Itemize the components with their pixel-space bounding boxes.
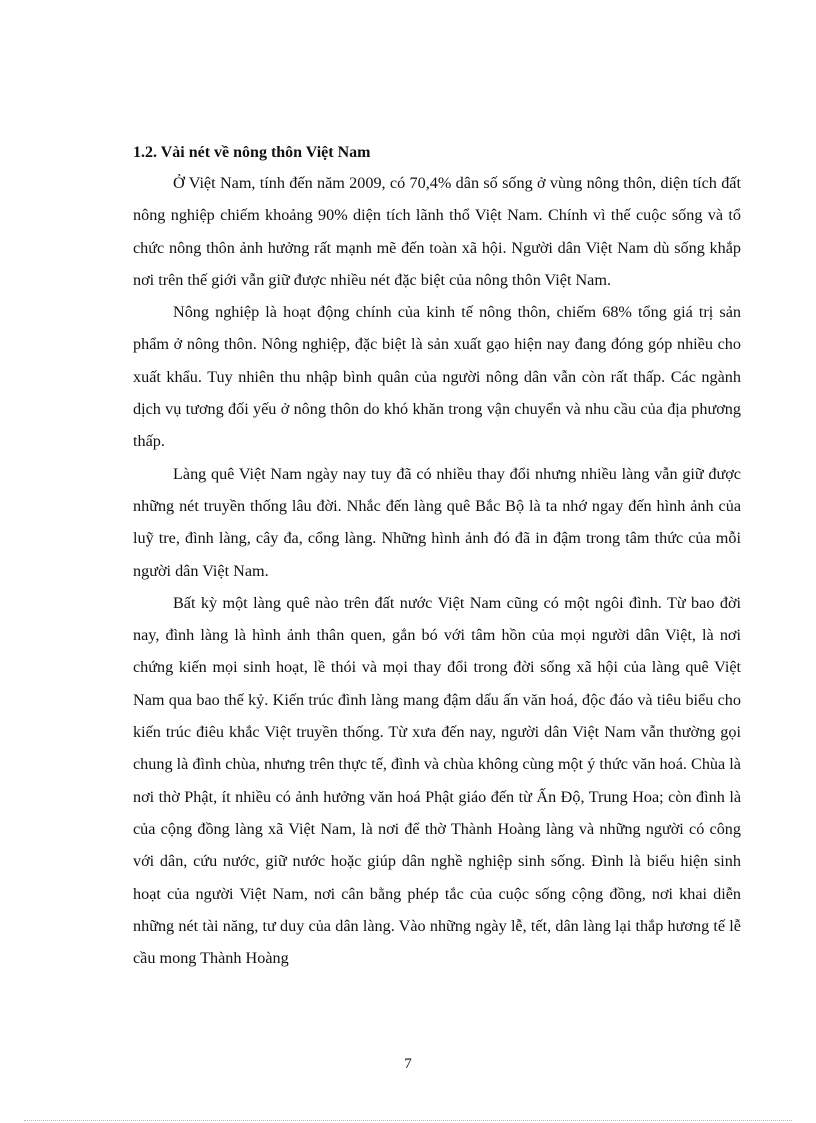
- page-bottom-divider: [24, 1120, 792, 1121]
- section-heading: 1.2. Vài nét về nông thôn Việt Nam: [133, 144, 371, 161]
- paragraph-communal-house: Bất kỳ một làng quê nào trên đất nước Việt Nam cũng có một ngôi đình. Từ bao đời nay, đình làng là hình ảnh thân quen, gắn bó với tâm hồn của mọi người dân Việt, là nơi chứng kiến mọi sinh hoạt, lề thói và mọi thay đổi trong đời sống xã hội của làng quê Việt Nam qua bao thế kỷ. Kiến trúc đình làng mang đậm dấu ấn văn hoá, độc đáo và tiêu biểu cho kiến trúc điêu khắc Việt truyền thống. Từ xưa đến nay, người dân Việt Nam vẫn thường gọi chung là đình chùa, nhưng trên thực tế, đình và chùa không cùng một ý thức văn hoá. Chùa là nơi thờ Phật, ít nhiều có ảnh hưởng văn hoá Phật giáo đến từ Ấn Độ, Trung Hoa; còn đình là của cộng đồng làng xã Việt Nam, là nơi để thờ Thành Hoàng làng và những người có công với dân, cứu nước, giữ nước hoặc giúp dân nghề nghiệp sinh sống. Đình là biểu hiện sinh hoạt của người Việt Nam, nơi cân bằng phép tắc của cuộc sống cộng đồng, nơi khai diễn những nét tài năng, tư duy của dân làng. Vào những ngày lễ, tết, dân làng lại thắp hương tế lễ cầu mong Thành Hoàng: [133, 593, 741, 968]
- paragraph-rural-population: Ở Việt Nam, tính đến năm 2009, có 70,4% dân số sống ở vùng nông thôn, diện tích đất nông nghiệp chiếm khoảng 90% diện tích lãnh thổ Việt Nam. Chính vì thế cuộc sống và tổ chức nông thôn ảnh hưởng rất mạnh mẽ đến toàn xã hội. Người dân Việt Nam dù sống khắp nơi trên thế giới vẫn giữ được nhiều nét đặc biệt của nông thôn Việt Nam.: [133, 174, 741, 289]
- section-body: [133, 141, 741, 974]
- paragraph-village-tradition: Làng quê Việt Nam ngày nay tuy đã có nhiều thay đổi nhưng nhiều làng vẫn giữ được những nét truyền thống lâu đời. Nhắc đến làng quê Bắc Bộ là ta nhớ ngay đến hình ảnh của luỹ tre, đình làng, cây đa, cổng làng. Những hình ảnh đó đã in đậm trong tâm thức của mỗi người dân Việt Nam.: [133, 464, 741, 580]
- page-number: 7: [404, 1056, 412, 1072]
- paragraph-agriculture: Nông nghiệp là hoạt động chính của kinh tế nông thôn, chiếm 68% tổng giá trị sản phẩm ở nông thôn. Nông nghiệp, đặc biệt là sản xuất gạo hiện nay đang đóng góp nhiều cho xuất khẩu. Tuy nhiên thu nhập bình quân của người nông dân vẫn còn rất thấp. Các ngành dịch vụ tương đối yếu ở nông thôn do khó khăn trong vận chuyển và nhu cầu của địa phương thấp.: [133, 303, 741, 451]
